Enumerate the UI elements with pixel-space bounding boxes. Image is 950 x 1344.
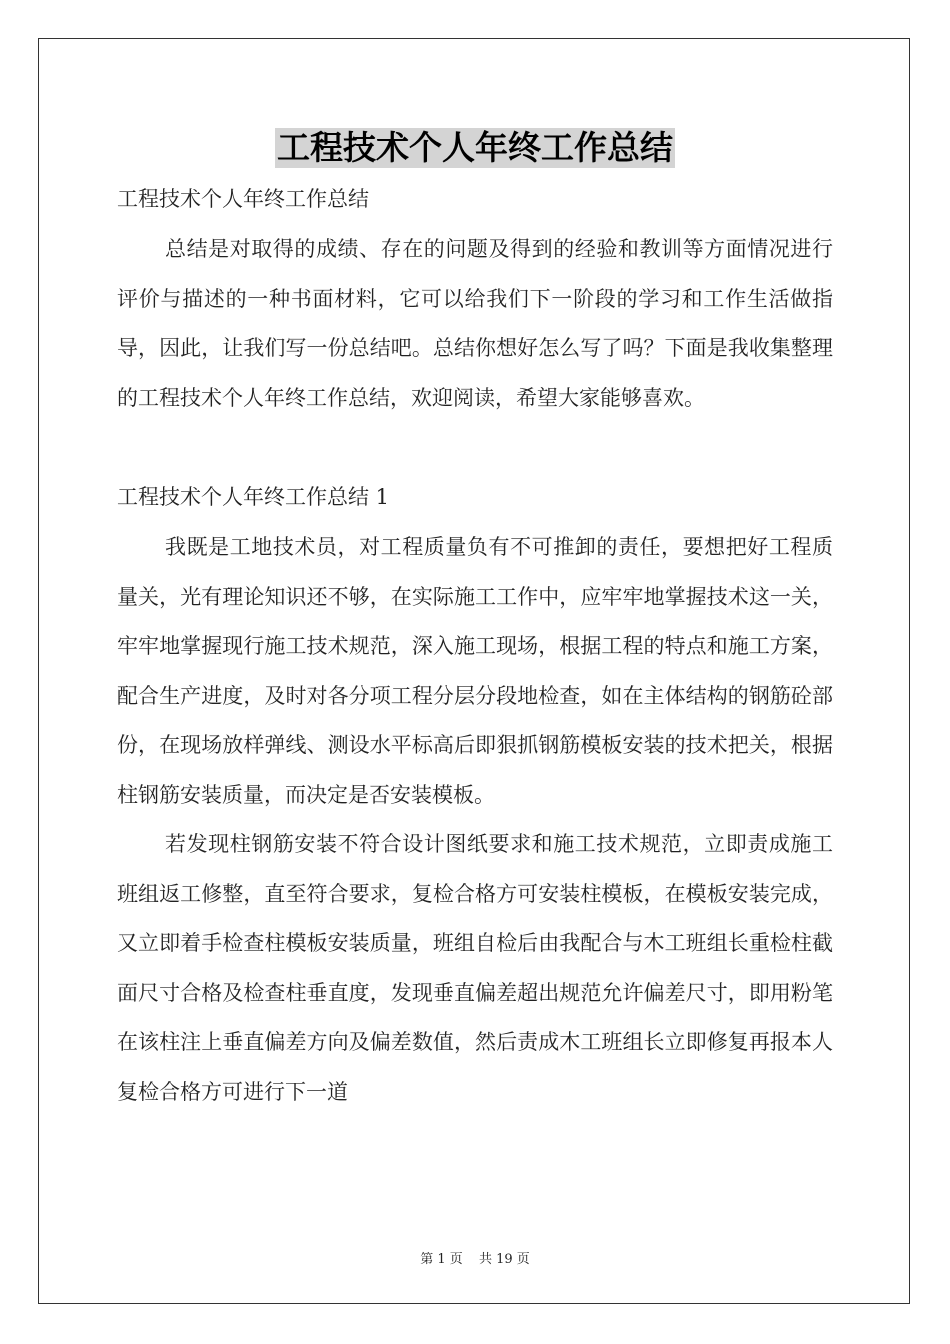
intro-block <box>117 225 833 423</box>
section1-paragraph-2: 若发现柱钢筋安装不符合设计图纸要求和施工技术规范，立即责成施工班组返工修整，直至符合要求，复检合格方可安装柱模板，在模板安装完成，又立即着手检查柱模板安装质量，班组自检后由我配合与木工班组长重检柱截面尺寸合格及检查柱垂直度，发现垂直偏差超出规范允许偏差尺寸，即用粉笔在该柱注上垂直偏差方向及偏差数值，然后责成木工班组长立即修复再报本人复检合格方可进行下一道 <box>117 832 833 1104</box>
section1-heading: 工程技术个人年终工作总结 1 <box>117 485 390 509</box>
page-number: 第 1 页 <box>420 1252 463 1267</box>
intro-paragraph: 总结是对取得的成绩、存在的问题及得到的经验和教训等方面情况进行评价与描述的一种书面材料，它可以给我们下一阶段的学习和工作生活做指导，因此，让我们写一份总结吧。总结你想好怎么写了吗？下面是我收集整理的工程技术个人年终工作总结，欢迎阅读，希望大家能够喜欢。 <box>117 237 833 410</box>
page-footer <box>0 1248 950 1267</box>
section1-block <box>117 523 833 1117</box>
page-total: 共 19 页 <box>478 1252 530 1267</box>
section1-paragraph-1: 我既是工地技术员，对工程质量负有不可推卸的责任，要想把好工程质量关，光有理论知识还不够，在实际施工工作中，应牢牢地掌握技术这一关，牢牢地掌握现行施工技术规范，深入施工现场，根据工程的特点和施工方案，配合生产进度，及时对各分项工程分层分段地检查，如在主体结构的钢筋砼部份，在现场放样弹线、测设水平标高后即狠抓钢筋模板安装的技术把关，根据柱钢筋安装质量，而决定是否安装模板。 <box>117 535 833 807</box>
title-wrap <box>0 128 950 168</box>
document-title: 工程技术个人年终工作总结 <box>277 128 673 167</box>
document-subtitle: 工程技术个人年终工作总结 <box>117 187 369 211</box>
